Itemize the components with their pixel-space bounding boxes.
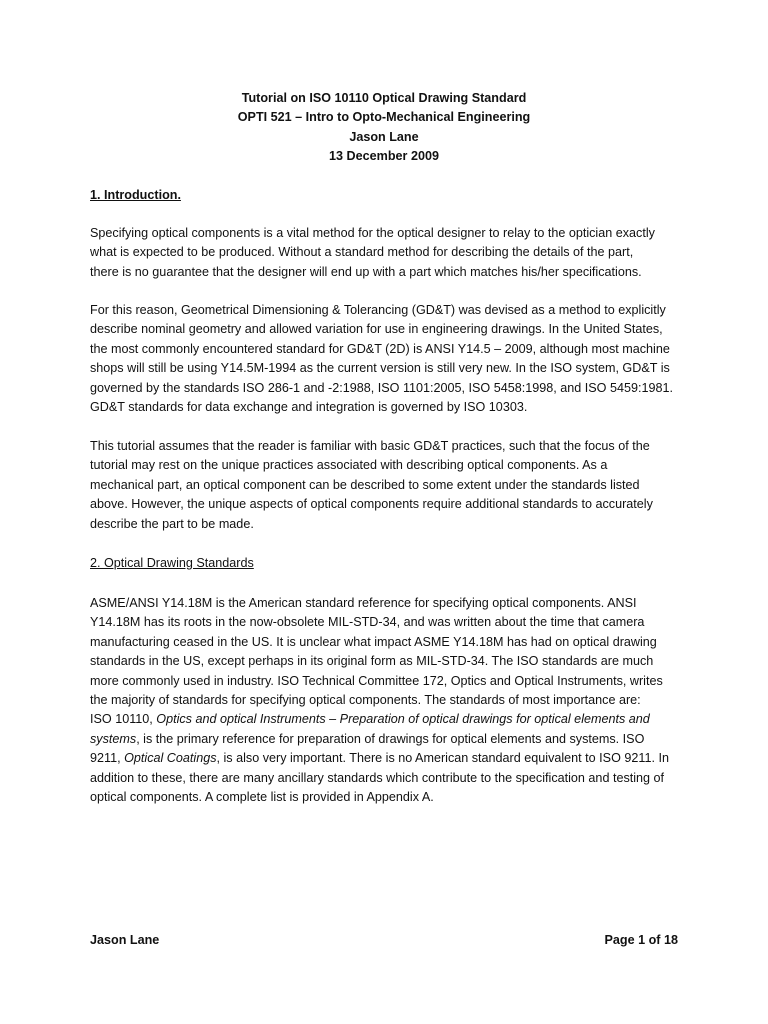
intro-paragraph-3 xyxy=(90,437,690,534)
text-line: tutorial may rest on the unique practices associated with describing optical components. As a xyxy=(90,458,608,473)
text-line: the most commonly encountered standard for GD&T (2D) is ANSI Y14.5 – 2009, although most machine xyxy=(90,341,670,356)
text-line: GD&T standards for data exchange and integration is governed by ISO 10303. xyxy=(90,400,528,415)
text-line: describe nominal geometry and allowed variation for use in engineering drawings. In the United States, xyxy=(90,322,663,337)
intro-paragraph-2 xyxy=(90,301,690,417)
course-title: OPTI 521 – Intro to Opto-Mechanical Engineering xyxy=(237,110,531,125)
text-line: describe the part to be made. xyxy=(90,516,254,531)
text-segment: 9211, xyxy=(90,751,125,766)
footer-page-number: Page 1 of 18 xyxy=(604,933,678,947)
text-line: This tutorial assumes that the reader is familiar with basic GD&T practices, such that the focus of the xyxy=(90,439,650,453)
standards-paragraph xyxy=(90,594,690,807)
text-line: addition to these, there are many ancillary standards which contribute to the specification and testing of xyxy=(90,770,665,785)
iso-9211-title: Optical Coatings xyxy=(124,751,217,766)
iso-10110-title: Optics and optical Instruments – Preparation of optical drawings for optical elements and xyxy=(156,712,650,727)
text-line: the majority of standards for specifying optical components. The standards of most importance are: xyxy=(90,693,641,708)
text-line: more commonly used in industry. ISO Technical Committee 172, Optics and Optical Instruments, writes xyxy=(90,673,663,688)
text-line xyxy=(90,730,690,749)
text-line: shops will still be using Y14.5M-1994 as the current version is still very new. In the ISO system, GD&T is xyxy=(90,361,670,376)
iso-10110-title-cont: systems xyxy=(90,731,137,746)
text-line: governed by the standards ISO 286-1 and -2:1988, ISO 1101:2005, ISO 5458:1998, and ISO 5459:1981. xyxy=(90,380,673,395)
text-segment: , is also very important. There is no American standard equivalent to ISO 9211. In xyxy=(216,751,669,766)
author-name: Jason Lane xyxy=(349,129,419,144)
text-line: manufacturing ceased in the US. It is unclear what impact ASME Y14.18M has had on optical drawing xyxy=(90,634,657,649)
text-line: mechanical part, an optical component can be described to some extent under the standards listed xyxy=(90,477,640,492)
text-segment: ISO 10110, xyxy=(90,712,157,727)
text-line: optical components. A complete list is provided in Appendix A. xyxy=(90,790,434,805)
text-line: standards in the US, except perhaps in its original form as MIL-STD-34. The ISO standards are much xyxy=(90,654,654,669)
text-line: there is no guarantee that the designer will end up with a part which matches his/her specifications. xyxy=(90,264,642,279)
text-line: ASME/ANSI Y14.18M is the American standard reference for specifying optical components. ANSI xyxy=(90,596,637,610)
text-line: above. However, the unique aspects of optical components require additional standards to accurately xyxy=(90,497,653,512)
intro-paragraph-1 xyxy=(90,224,690,282)
text-line xyxy=(90,749,690,768)
text-line: Y14.18M has its roots in the now-obsolete MIL-STD-34, and was written about the time that camera xyxy=(90,615,645,630)
section-1-heading: 1. Introduction. xyxy=(90,188,181,202)
text-line: Specifying optical components is a vital method for the optical designer to relay to the optician exactly xyxy=(90,226,655,240)
title-block xyxy=(0,89,768,167)
footer-author: Jason Lane xyxy=(90,933,160,947)
text-line xyxy=(90,710,690,729)
text-line: what is expected to be produced. Without a standard method for describing the details of the part, xyxy=(90,245,634,260)
document-date: 13 December 2009 xyxy=(329,149,439,164)
text-line: For this reason, Geometrical Dimensioning & Tolerancing (GD&T) was devised as a method to explicitly xyxy=(90,303,666,317)
text-segment: , is the primary reference for preparation of drawings for optical elements and systems. ISO xyxy=(136,731,645,746)
document-title: Tutorial on ISO 10110 Optical Drawing Standard xyxy=(241,91,527,105)
section-2-heading: 2. Optical Drawing Standards xyxy=(90,556,254,570)
